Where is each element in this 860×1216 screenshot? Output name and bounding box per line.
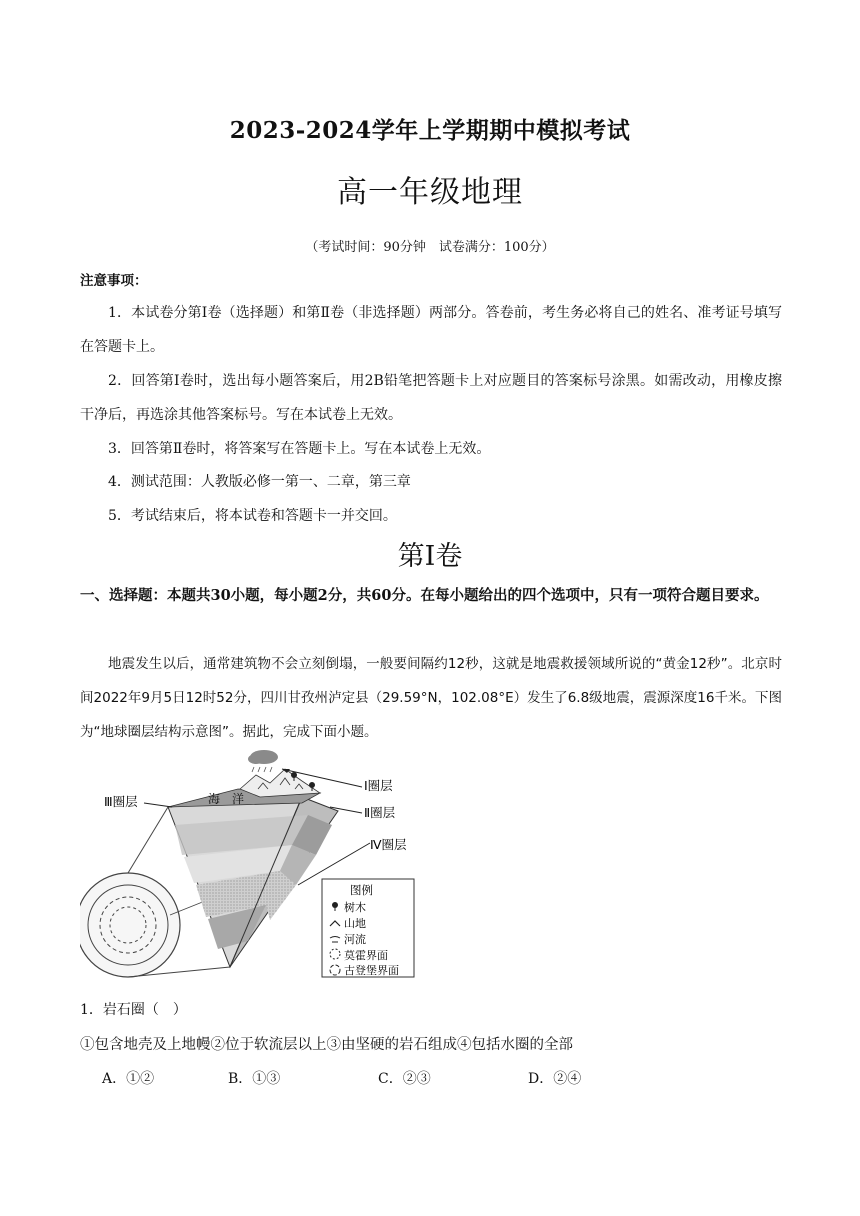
cloud-icon	[248, 750, 278, 772]
note-item-3: 3．回答第Ⅱ卷时，将答案写在答题卡上。写在本试卷上无效。	[108, 441, 491, 457]
legend	[322, 879, 414, 977]
earth-layers-diagram	[80, 745, 440, 985]
layer-1-label: Ⅰ圈层	[364, 778, 393, 793]
option-c[interactable]: C．②③	[378, 1071, 431, 1087]
notes-heading: 注意事项：	[80, 273, 148, 289]
earth-cross-section	[80, 873, 180, 977]
section-heading: 一、选择题：本题共30小题，每小题2分，共60分。在每小题给出的四个选项中，只有一项符合题目要求。	[80, 587, 769, 604]
option-d[interactable]: D．②④	[528, 1071, 582, 1087]
question-intro: 地震发生以后，通常建筑物不会立刻倒塌，一般要间隔约12秒，这就是地震救援领域所说的“黄金12秒”。北京时间2022年9月5日12时52分，四川甘孜州泸定县（29.59°N，102.08°E）发生了6.8级地震，震源深度16千米。下图为“地球圈层结构示意图”。据此，完成下面小题。	[80, 656, 782, 740]
question-1-stem: 1．岩石圈（ ）	[80, 1002, 187, 1018]
layer-2-label: Ⅱ圈层	[364, 805, 396, 820]
legend-item-mountain: 山地	[344, 917, 366, 930]
ocean-label: 海 洋	[208, 792, 245, 806]
legend-item-gutenberg: 古登堡界面	[344, 964, 399, 977]
exam-info: （考试时间：90分钟 试卷满分：100分）	[305, 240, 555, 255]
note-item-5: 5．考试结束后，将本试卷和答题卡一并交回。	[108, 508, 397, 524]
option-a[interactable]: A．①②	[102, 1071, 155, 1087]
layer-3-label: Ⅲ圈层	[104, 794, 138, 809]
question-1-statements: ①包含地壳及上地幔②位于软流层以上③由坚硬的岩石组成④包括水圈的全部	[80, 1037, 573, 1053]
layer-4-label: Ⅳ圈层	[370, 837, 407, 852]
legend-item-tree: 树木	[344, 901, 366, 914]
legend-title: 图例	[350, 883, 373, 897]
note-item-1: 1．本试卷分第Ⅰ卷（选择题）和第Ⅱ卷（非选择题）两部分。答卷前，考生务必将自己的姓名、准考证号填写在答题卡上。	[80, 305, 782, 355]
option-b[interactable]: B．①③	[228, 1071, 281, 1087]
legend-item-moho: 莫霍界面	[344, 949, 388, 962]
legend-item-river: 河流	[344, 933, 366, 946]
section-title: 第Ⅰ卷	[397, 541, 463, 572]
note-item-2: 2．回答第Ⅰ卷时，选出每小题答案后，用2B铅笔把答题卡上对应题目的答案标号涂黑。如需改动，用橡皮擦干净后，再选涂其他答案标号。写在本试卷上无效。	[80, 373, 782, 423]
earth-wedge	[168, 797, 338, 967]
surface-layer	[168, 769, 320, 807]
exam-title: 2023-2024学年上学期期中模拟考试	[229, 117, 631, 144]
note-item-4: 4．测试范围：人教版必修一第一、二章，第三章	[108, 474, 411, 490]
exam-subject: 高一年级地理	[337, 175, 523, 210]
